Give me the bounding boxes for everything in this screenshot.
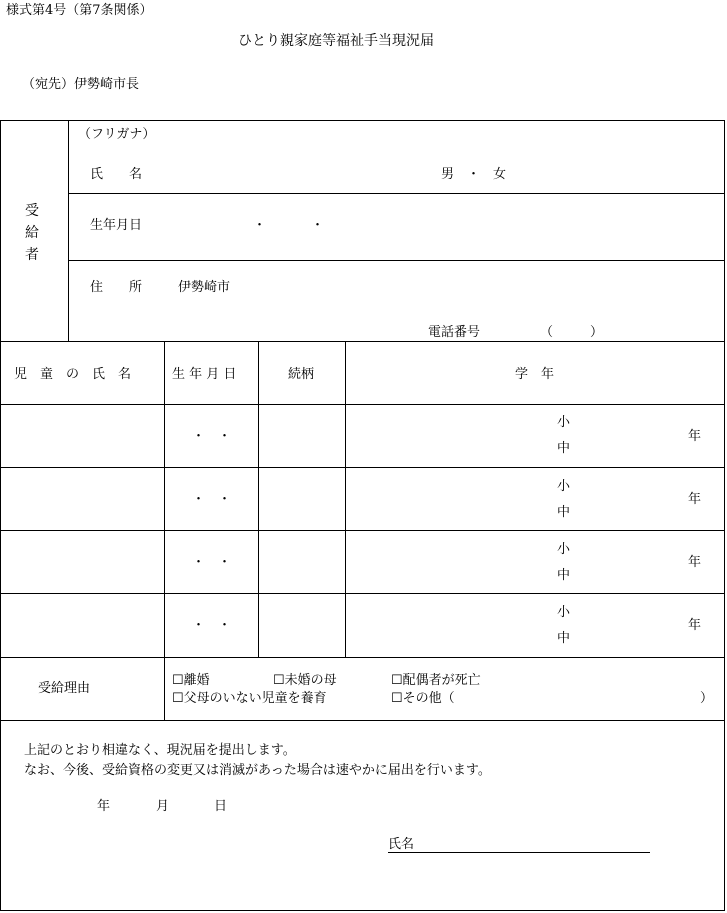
- school-middle[interactable]: 中: [557, 441, 571, 456]
- addressee: （宛先）伊勢崎市長: [22, 77, 140, 92]
- child-grade-header: 学 年: [515, 367, 555, 382]
- row-line: [69, 193, 725, 194]
- page-title: ひとり親家庭等福祉手当現況届: [238, 33, 434, 49]
- form-frame: [0, 120, 725, 911]
- row-line: [69, 260, 725, 261]
- column-line: [258, 341, 259, 657]
- reason-other-close-paren: ）: [700, 691, 714, 706]
- row-line: [1, 593, 725, 594]
- furigana-label: （フリガナ）: [78, 127, 156, 142]
- child-birthdate-dots: ・ ・: [192, 429, 232, 444]
- date-day: 日: [214, 799, 228, 814]
- child-name-header: 児 童 の 氏 名: [14, 367, 132, 382]
- grade-year: 年: [688, 429, 702, 444]
- recipient-divider: [68, 121, 69, 341]
- section-line: [1, 341, 725, 342]
- school-elementary[interactable]: 小: [557, 542, 571, 557]
- school-middle[interactable]: 中: [557, 631, 571, 646]
- grade-year: 年: [688, 618, 702, 633]
- declaration-line-2: なお、今後、受給資格の変更又は消滅があった場合は速やかに届出を行います。: [24, 763, 491, 778]
- address-value[interactable]: 伊勢崎市: [178, 280, 231, 295]
- date-month: 月: [156, 799, 170, 814]
- column-line: [345, 341, 346, 657]
- child-relation-header: 続柄: [288, 367, 315, 382]
- row-line: [1, 467, 725, 468]
- form-number: 様式第4号（第7条関係）: [6, 3, 153, 18]
- signature-name-label: 氏名: [388, 837, 415, 852]
- school-middle[interactable]: 中: [557, 568, 571, 583]
- phone-label: 電話番号: [428, 325, 481, 340]
- recipient-section-label: 受 給 者: [25, 203, 39, 263]
- phone-paren-open: （: [540, 325, 554, 340]
- signature-line[interactable]: [388, 852, 650, 853]
- name-label: 氏 名: [90, 167, 143, 182]
- phone-paren-close: ）: [590, 325, 604, 340]
- gender-options[interactable]: 男 ・ 女: [441, 167, 507, 182]
- row-line: [1, 404, 725, 405]
- school-elementary[interactable]: 小: [557, 415, 571, 430]
- birthdate-dot: ・: [311, 218, 325, 233]
- school-elementary[interactable]: 小: [557, 605, 571, 620]
- declaration-line-1: 上記のとおり相違なく、現況届を提出します。: [24, 743, 296, 758]
- reason-unmarried-checkbox[interactable]: ☐未婚の母: [273, 673, 337, 688]
- date-year: 年: [97, 799, 111, 814]
- birthdate-label: 生年月日: [90, 218, 143, 233]
- reason-divorce-checkbox[interactable]: ☐離婚: [172, 673, 210, 688]
- child-birthdate-header: 生 年 月 日: [172, 367, 237, 382]
- school-elementary[interactable]: 小: [557, 479, 571, 494]
- child-birthdate-dots: ・ ・: [192, 618, 232, 633]
- row-line: [1, 530, 725, 531]
- reason-label: 受給理由: [38, 681, 91, 696]
- row-line: [1, 657, 725, 658]
- reason-spouse-death-checkbox[interactable]: ☐配偶者が死亡: [391, 673, 481, 688]
- address-label: 住 所: [90, 280, 143, 295]
- grade-year: 年: [688, 555, 702, 570]
- reason-no-parents-checkbox[interactable]: ☐父母のいない児童を養育: [172, 691, 327, 706]
- reason-other-checkbox[interactable]: ☐その他（: [391, 691, 455, 706]
- grade-year: 年: [688, 492, 702, 507]
- birthdate-dot: ・: [253, 218, 267, 233]
- child-birthdate-dots: ・ ・: [192, 492, 232, 507]
- child-birthdate-dots: ・ ・: [192, 555, 232, 570]
- school-middle[interactable]: 中: [557, 505, 571, 520]
- section-line: [1, 720, 725, 721]
